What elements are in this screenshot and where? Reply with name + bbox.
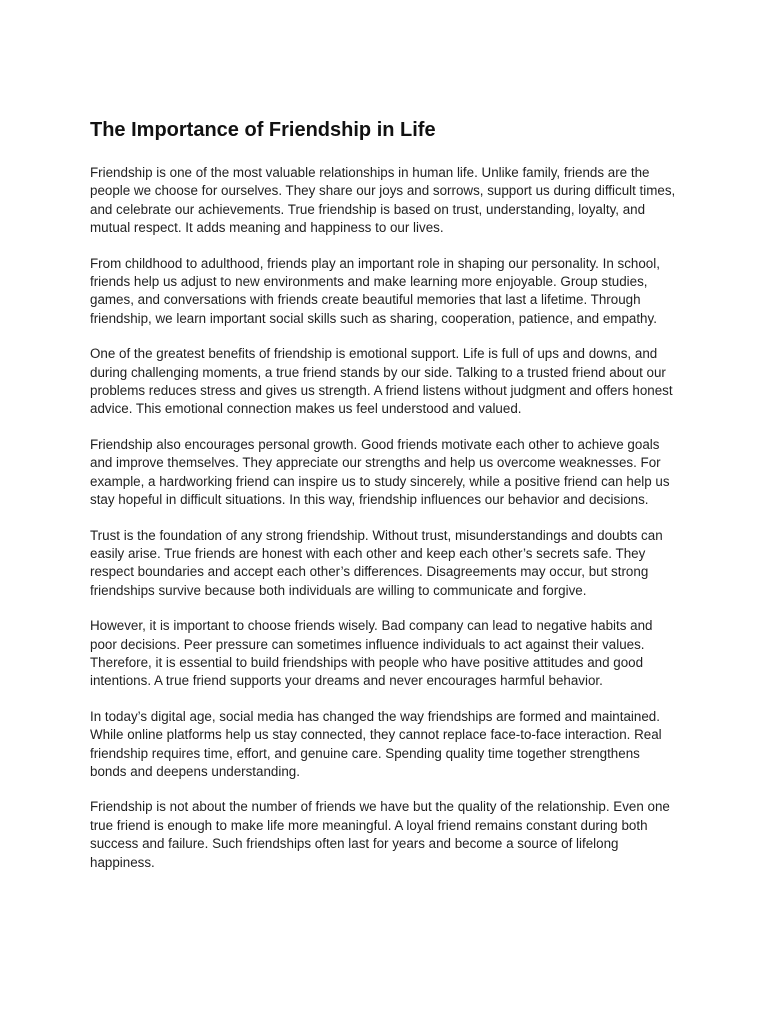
document-body [90, 116, 680, 889]
paragraph-3: One of the greatest benefits of friendship is emotional support. Life is full of ups and downs, and during challenging moments, a true friend stands by our side. Talking to a trusted friend about our problems reduces stress and gives us strength. A friend listens without judgment and offers honest advice. This emotional connection makes us feel understood and valued. [90, 346, 673, 417]
paragraph-4: Friendship also encourages personal growth. Good friends motivate each other to achieve goals and improve themselves. They appreciate our strengths and help us overcome weaknesses. For example, a hardworking friend can inspire us to study sincerely, while a positive friend can help us stay hopeful in difficult situations. In this way, friendship influences our behavior and decisions. [90, 436, 670, 508]
paragraph-7: In today’s digital age, social media has changed the way friendships are formed and maintained. While online platforms help us stay connected, they cannot replace face-to-face interaction. Real friendship requires time, effort, and genuine care. Spending quality time together strengthens bonds and deepens understanding. [90, 708, 662, 779]
paragraph-1: Friendship is one of the most valuable relationships in human life. Unlike family, friends are the people we choose for ourselves. They share our joys and sorrows, support us during difficult times, and celebrate our achievements. True friendship is based on trust, understanding, loyalty, and mutual respect. It adds meaning and happiness to our lives. [90, 165, 676, 236]
document-title: The Importance of Friendship in Life [90, 119, 436, 141]
paragraph-8: Friendship is not about the number of friends we have but the quality of the relationship. Even one true friend is enough to make life more meaningful. A loyal friend remains constant during both success and failure. Such friendships often last for years and become a source of lifelong happiness. [90, 799, 670, 870]
paragraph-5: Trust is the foundation of any strong friendship. Without trust, misunderstandings and doubts can easily arise. True friends are honest with each other and keep each other’s secrets safe. They respect boundaries and accept each other’s differences. Disagreements may occur, but strong friendships survive because both individuals are willing to communicate and forgive. [90, 527, 663, 598]
paragraph-6: However, it is important to choose friends wisely. Bad company can lead to negative habits and poor decisions. Peer pressure can sometimes influence individuals to act against their values. Therefore, it is essential to build friendships with people who have positive attitudes and good intentions. A true friend supports your dreams and never encourages harmful behavior. [90, 618, 653, 689]
paragraph-2: From childhood to adulthood, friends play an important role in shaping our personality. In school, friends help us adjust to new environments and make learning more enjoyable. Group studies, games, and conversations with friends create beautiful memories that last a lifetime. Through friendship, we learn important social skills such as sharing, cooperation, patience, and empathy. [90, 255, 660, 326]
